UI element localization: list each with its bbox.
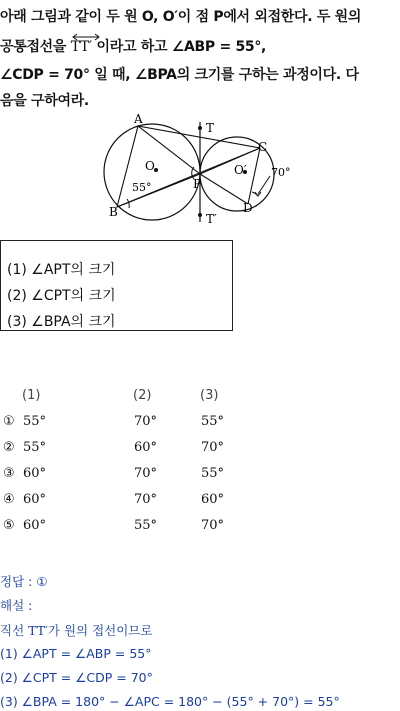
- label-t: T: [206, 121, 215, 135]
- double-arrow-icon: [71, 33, 101, 41]
- choice-header-3: (3): [200, 388, 219, 403]
- choice-value: 70°: [134, 466, 158, 481]
- choice-value: 55°: [201, 466, 225, 481]
- question-line-3: ∠CDP = 70° 일 때, ∠BPA의 크기를 구하는 과정이다. 다: [0, 67, 359, 83]
- choice-value: 55°: [23, 414, 47, 429]
- subquestion-3: (3) ∠BPA의 크기: [7, 314, 116, 330]
- label-angle-70: 70°: [271, 166, 291, 179]
- choice-number: ③: [3, 466, 15, 481]
- choice-header-2: (2): [133, 388, 152, 403]
- choice-number: ②: [3, 440, 15, 455]
- choice-header-1: (1): [22, 388, 41, 403]
- label-o: O: [145, 159, 155, 173]
- question-line-2a: 공통접선을: [0, 39, 67, 55]
- line-tt-label: TT′: [28, 623, 48, 638]
- choice-number: ⑤: [3, 518, 15, 533]
- choice-number: ④: [3, 492, 15, 507]
- choice-value: 60°: [134, 440, 158, 455]
- label-d: D: [243, 201, 253, 215]
- question-line-2b: 이라고 하고 ∠ABP = 55°,: [96, 39, 267, 55]
- triangle-abp: [117, 126, 200, 207]
- choice-value: 55°: [23, 440, 47, 455]
- explanation-label: 해설 :: [0, 598, 33, 613]
- explanation-text: 가 원의 접선이므로: [47, 623, 153, 638]
- label-o-prime: O′: [234, 163, 247, 177]
- answer-label: 정답 : ①: [0, 574, 48, 589]
- label-b: B: [109, 205, 118, 219]
- choice-1[interactable]: [3, 414, 225, 429]
- choice-2[interactable]: [3, 440, 225, 455]
- explanation-text: 직선: [0, 623, 25, 638]
- choice-value: 55°: [134, 518, 158, 533]
- choice-3[interactable]: [3, 466, 225, 481]
- label-t-prime: T′: [206, 212, 217, 226]
- explanation-line-0: [0, 621, 152, 639]
- choice-value: 70°: [201, 440, 225, 455]
- choice-4[interactable]: [3, 492, 225, 507]
- subquestion-1: (1) ∠APT의 크기: [7, 262, 116, 278]
- explanation-line-2: (2) ∠CPT = ∠CDP = 70°: [0, 670, 153, 685]
- choice-value: 55°: [201, 414, 225, 429]
- question-line-2: [0, 36, 266, 56]
- label-p: P: [193, 177, 202, 191]
- choice-5[interactable]: [3, 518, 225, 533]
- subquestion-box: [0, 240, 233, 331]
- label-a: A: [134, 112, 143, 126]
- line-tt-overarrow: [71, 39, 92, 55]
- label-angle-55: 55°: [132, 181, 152, 194]
- question-line-1: 아래 그림과 같이 두 원 O, O′이 점 P에서 외접한다. 두 원의: [0, 9, 362, 25]
- choice-value: 70°: [201, 518, 225, 533]
- choice-number: ①: [3, 414, 15, 429]
- explanation-line-3: (3) ∠BPA = 180° − ∠APC = 180° − (55° + 70°) = 55°: [0, 694, 340, 709]
- choice-value: 60°: [23, 492, 47, 507]
- subquestion-2: (2) ∠CPT의 크기: [7, 288, 116, 304]
- line-tt-label: TT′: [70, 39, 92, 55]
- choice-value: 60°: [201, 492, 225, 507]
- choice-value: 70°: [134, 414, 158, 429]
- circles-figure: [100, 112, 310, 232]
- question-line-4: 음을 구하여라.: [0, 93, 89, 109]
- choice-value: 60°: [23, 466, 47, 481]
- choice-value: 60°: [23, 518, 47, 533]
- choice-value: 70°: [134, 492, 158, 507]
- explanation-line-1: (1) ∠APT = ∠ABP = 55°: [0, 646, 152, 661]
- label-c: C: [258, 140, 268, 154]
